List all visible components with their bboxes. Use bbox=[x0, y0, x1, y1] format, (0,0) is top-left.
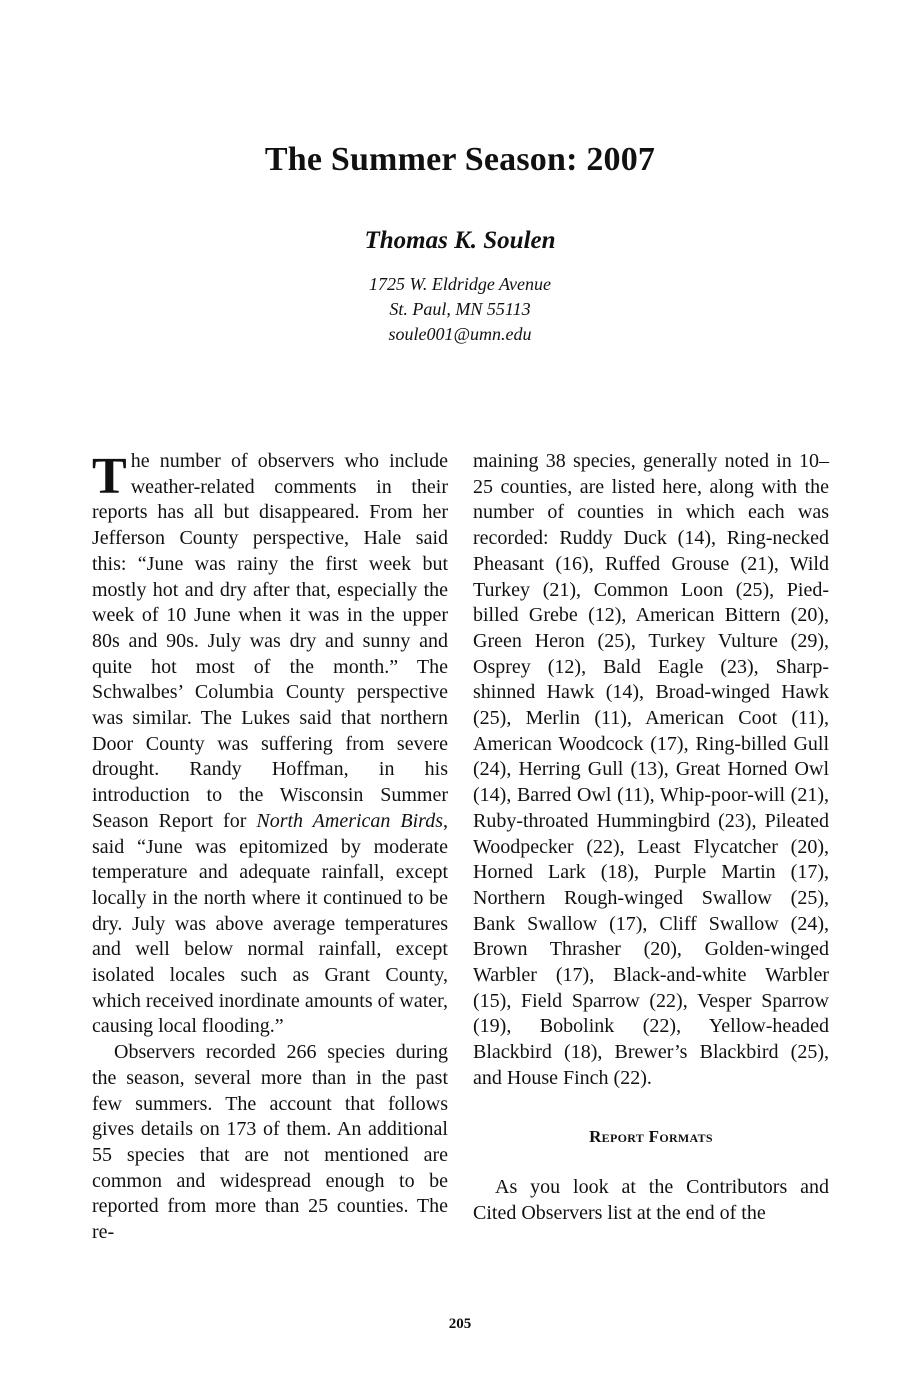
paragraph-report-formats: As you look at the Contributors and Cited Observers list at the end of the bbox=[473, 1176, 829, 1224]
drop-cap: T bbox=[92, 448, 127, 505]
paragraph-weather bbox=[92, 449, 448, 1040]
address-street: 1725 W. Eldridge Avenue bbox=[369, 274, 551, 294]
author-address bbox=[0, 272, 920, 347]
paragraph-species-start: Observers recorded 266 species during the season, several more than in the past few summers. The account that follows gives details on 173 of them. An additional 55 species that are not mentioned are common and widespread enough to be reported from more than 25 counties. The re- bbox=[92, 1041, 448, 1244]
journal-title: North American Birds bbox=[256, 809, 443, 832]
left-column bbox=[92, 449, 448, 1246]
section-heading: Report Formats bbox=[589, 1126, 713, 1146]
paragraph-weather-text-b: , said “June was epitomized by moderate temperature and adequate rainfall, except locally in the north where it continued to be dry. July was above average temperatures and well below normal rainfall, except isolated locales such as Grant County, which received inordinate amounts of water, causing local flooding.” bbox=[92, 809, 448, 1038]
author-name: Thomas K. Soulen bbox=[364, 227, 556, 254]
page-number: 205 bbox=[448, 1316, 472, 1332]
address-city: St. Paul, MN 55113 bbox=[389, 299, 531, 319]
paragraph-species-continued: maining 38 species, generally noted in 10–25 counties, are listed here, along with the number of counties in which each was recorded: Ruddy Duck (14), Ring-necked Pheasant (16), Ruffed Grouse (21), Wild Turkey (21), Common Loon (25), Pied-billed Grebe (12), American Bittern (20), Green Heron (25), Turkey Vulture (29), Osprey (12), Bald Eagle (23), Sharp-shinned Hawk (14), Broad-winged Hawk (25), Merlin (11), American Coot (11), American Woodcock (17), Ring-billed Gull (24), Herring Gull (13), Great Horned Owl (14), Barred Owl (11), Whip-poor-will (21), Ruby-throated Hummingbird (23), Pileated Woodpecker (22), Least Flycatcher (20), Horned Lark (18), Purple Martin (17), Northern Rough-winged Swallow (25), Bank Swallow (17), Cliff Swallow (24), Brown Thrasher (20), Golden-winged Warbler (17), Black-and-white Warbler (15), Field Sparrow (22), Vesper Sparrow (19), Bobolink (22), Yellow-headed Blackbird (18), Brewer’s Blackbird (25), and House Finch (22). bbox=[473, 450, 829, 1089]
paragraph-weather-text-a: he number of observers who include weather-related comments in their reports has all but disappeared. From her Jefferson County perspective, Hale said this: “June was rainy the first week but mostly hot and dry after that, especially the week of 10 June when it was in the upper 80s and 90s. July was dry and sunny and quite hot most of the month.” The Schwalbes’ Columbia County perspective was similar. The Lukes said that northern Door County was suffering from severe drought. Randy Hoffman, in his introduction to the Wisconsin Summer Season Report for bbox=[92, 450, 448, 832]
article-title: The Summer Season: 2007 bbox=[264, 141, 656, 178]
right-column bbox=[473, 449, 829, 1227]
author-email: soule001@umn.edu bbox=[388, 324, 532, 344]
